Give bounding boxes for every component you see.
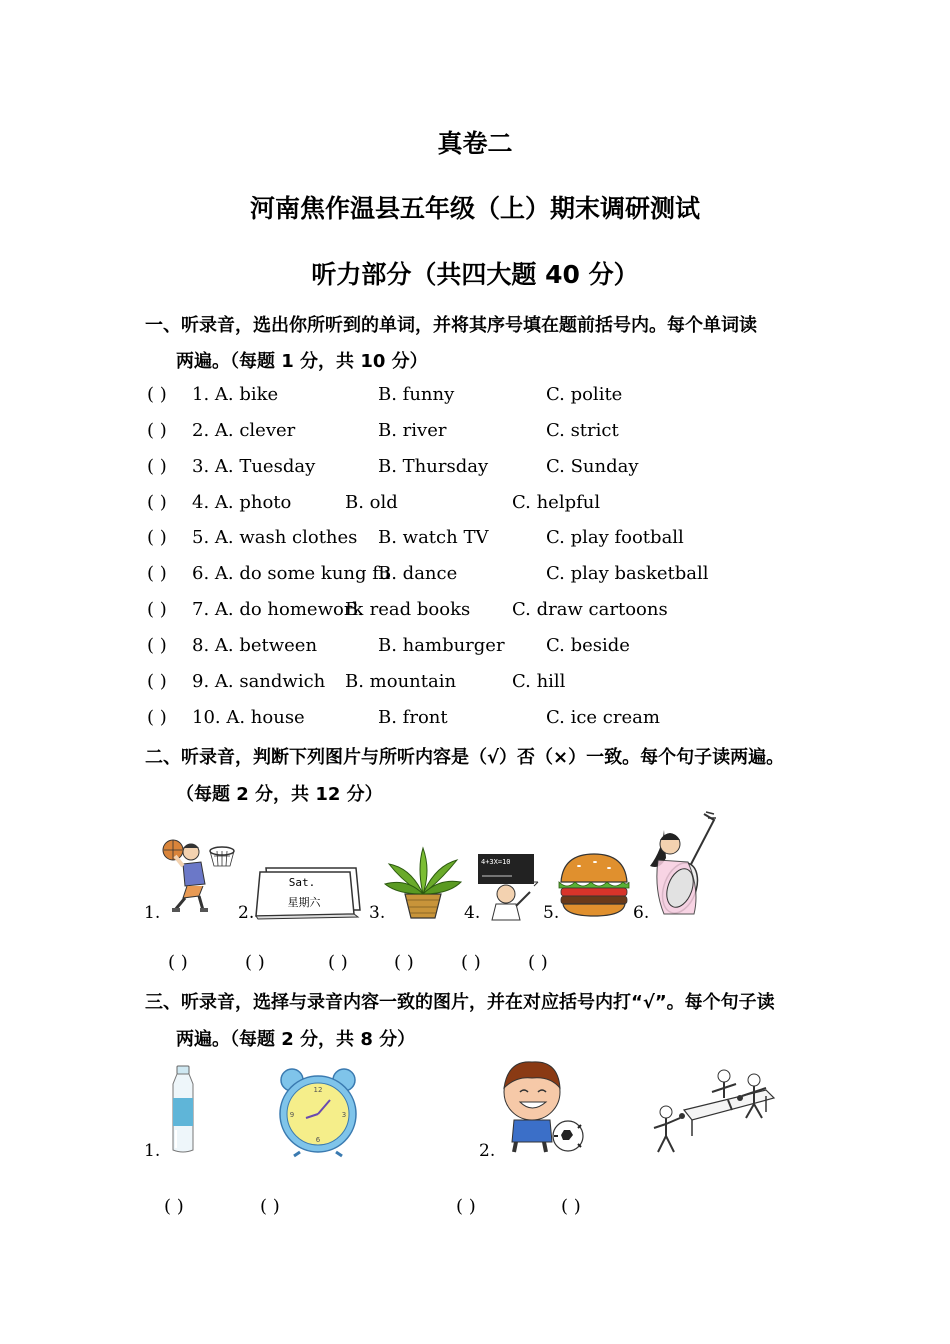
- option-c: C. Sunday: [546, 456, 639, 477]
- section2-instruction-line1: 二、听录音，判断下列图片与所听内容是（√）否（×）一致。每个句子读两遍。: [145, 747, 785, 768]
- teacher-blackboard-image: [476, 852, 544, 920]
- option-b: B. mountain: [345, 671, 457, 692]
- calendar-image: [252, 862, 362, 920]
- section3-instruction-line2: 两遍。（每题 2 分，共 8 分）: [176, 1029, 416, 1050]
- option-b: B. front: [378, 707, 448, 728]
- option-c: C. strict: [546, 420, 619, 441]
- answer-bracket[interactable]: ( ): [461, 952, 481, 973]
- calendar-day-chinese: 星期六: [287, 896, 321, 909]
- table-tennis-image: [646, 1066, 778, 1156]
- option-b: B. dance: [378, 563, 458, 584]
- clock-number: 6: [315, 1136, 321, 1144]
- girl-playing-pipa-image: [644, 810, 720, 920]
- answer-bracket[interactable]: ( ): [394, 952, 414, 973]
- option-c: C. draw cartoons: [512, 599, 668, 620]
- alarm-clock-image: [276, 1066, 360, 1158]
- option-a: 10. A. house: [192, 707, 305, 728]
- section1-instruction-line1: 一、听录音，选出你所听到的单词，并将其序号填在题前括号内。每个单词读: [145, 315, 757, 336]
- potted-plant-image: [383, 844, 463, 920]
- picture-label: 6.: [633, 903, 650, 923]
- answer-bracket[interactable]: ( ): [168, 952, 188, 973]
- blackboard-equation: 4+3X=10: [481, 858, 511, 866]
- basketball-player-image: [155, 836, 240, 916]
- option-b: B. watch TV: [378, 527, 489, 548]
- picture-label: 2.: [479, 1141, 496, 1161]
- option-a: 2. A. clever: [192, 420, 296, 441]
- answer-bracket[interactable]: ( ): [147, 707, 167, 728]
- section3-instruction-line1: 三、听录音，选择与录音内容一致的图片，并在对应括号内打“√”。每个句子读: [145, 992, 775, 1013]
- exam-subtitle: 河南焦作温县五年级（上）期末调研测试: [249, 194, 700, 223]
- picture-label: 4.: [464, 903, 481, 923]
- answer-bracket[interactable]: ( ): [245, 952, 265, 973]
- part-heading: 听力部分（共四大题 40 分）: [311, 260, 639, 289]
- answer-bracket[interactable]: ( ): [147, 384, 167, 405]
- option-a: 6. A. do some kung fu: [192, 563, 391, 584]
- option-b: B. read books: [345, 599, 471, 620]
- answer-bracket[interactable]: ( ): [147, 456, 167, 477]
- option-a: 3. A. Tuesday: [192, 456, 316, 477]
- section2-instruction-line2: （每题 2 分，共 12 分）: [176, 784, 383, 805]
- calendar-day-english: Sat.: [288, 876, 316, 889]
- clock-number: 12: [313, 1086, 323, 1094]
- option-c: C. play basketball: [546, 563, 709, 584]
- boy-with-football-image: [494, 1058, 586, 1154]
- option-b: B. Thursday: [378, 456, 489, 477]
- clock-number: 3: [341, 1111, 347, 1119]
- picture-label: 3.: [369, 903, 386, 923]
- answer-bracket[interactable]: ( ): [147, 492, 167, 513]
- answer-bracket[interactable]: ( ): [164, 1196, 184, 1217]
- option-c: C. ice cream: [546, 707, 660, 728]
- answer-bracket[interactable]: ( ): [147, 420, 167, 441]
- answer-bracket[interactable]: ( ): [260, 1196, 280, 1217]
- answer-bracket[interactable]: ( ): [147, 527, 167, 548]
- option-b: B. old: [345, 492, 398, 513]
- picture-label: 5.: [543, 903, 560, 923]
- answer-bracket[interactable]: ( ): [561, 1196, 581, 1217]
- answer-bracket[interactable]: ( ): [147, 563, 167, 584]
- page-title: 真卷二: [437, 129, 513, 158]
- answer-bracket[interactable]: ( ): [328, 952, 348, 973]
- clock-number: 9: [289, 1111, 295, 1119]
- water-bottle-image: [168, 1064, 198, 1154]
- option-c: C. polite: [546, 384, 623, 405]
- option-c: C. beside: [546, 635, 630, 656]
- option-b: B. river: [378, 420, 447, 441]
- hamburger-image: [557, 852, 631, 918]
- answer-bracket[interactable]: ( ): [147, 635, 167, 656]
- section1-instruction-line2: 两遍。（每题 1 分，共 10 分）: [176, 351, 428, 372]
- option-b: B. hamburger: [378, 635, 505, 656]
- option-a: 7. A. do homework: [192, 599, 364, 620]
- option-c: C. hill: [512, 671, 566, 692]
- option-a: 9. A. sandwich: [192, 671, 326, 692]
- option-c: C. helpful: [512, 492, 601, 513]
- picture-label: 2.: [238, 903, 255, 923]
- answer-bracket[interactable]: ( ): [456, 1196, 476, 1217]
- picture-label: 1.: [144, 1141, 161, 1161]
- answer-bracket[interactable]: ( ): [528, 952, 548, 973]
- option-c: C. play football: [546, 527, 684, 548]
- option-a: 5. A. wash clothes: [192, 527, 358, 548]
- answer-bracket[interactable]: ( ): [147, 599, 167, 620]
- option-a: 4. A. photo: [192, 492, 292, 513]
- option-a: 1. A. bike: [192, 384, 279, 405]
- option-b: B. funny: [378, 384, 455, 405]
- picture-label: 1.: [144, 903, 161, 923]
- option-a: 8. A. between: [192, 635, 318, 656]
- answer-bracket[interactable]: ( ): [147, 671, 167, 692]
